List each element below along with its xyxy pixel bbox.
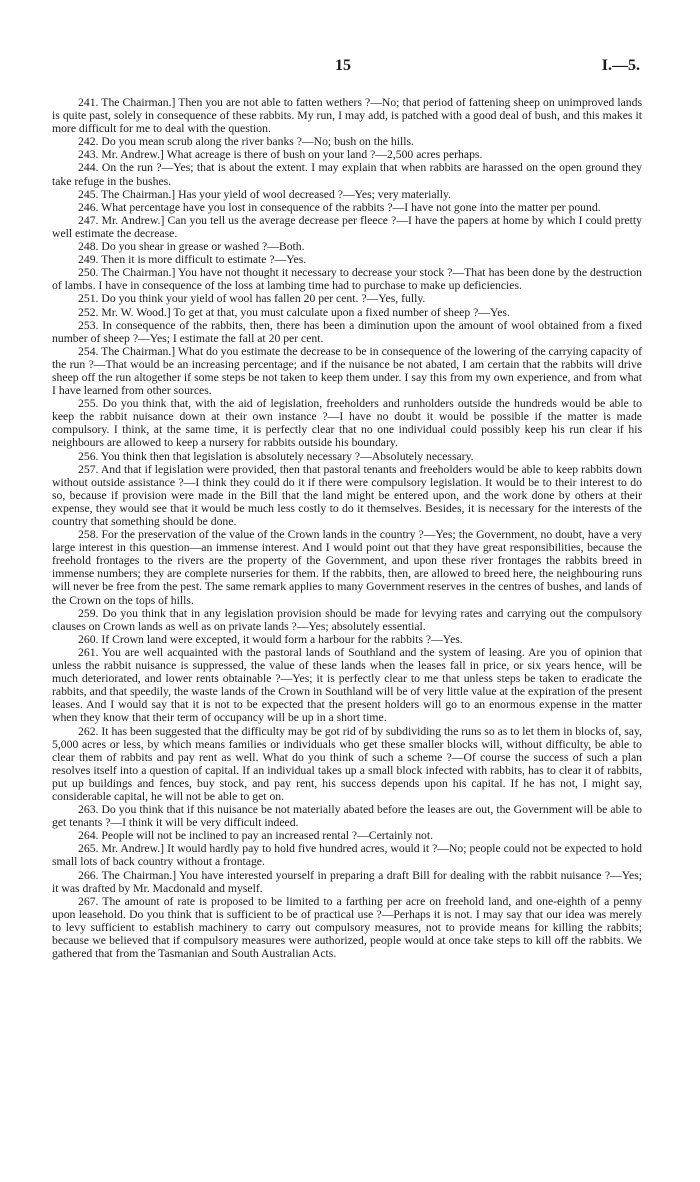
paragraph-250: 250. The Chairman.] You have not thought it necessary to decrease your stock ?—That has been done by the destruction of lambs. I have in consequence of the loss at lambing time had to purchase to make up deficiencies. <box>52 266 642 293</box>
paragraph-266: 266. The Chairman.] You have interested yourself in preparing a draft Bill for dealing with the rabbit nuisance ?—Yes; it was drafted by Mr. Macdonald and myself. <box>52 868 642 895</box>
paragraph-256: 256. You think then that legislation is absolutely necessary ?—Absolutely necessary. <box>78 449 474 463</box>
paragraph-244: 244. On the run ?—Yes; that is about the extent. I may explain that when rabbits are harassed on the open ground they take refuge in the bushes. <box>52 161 642 188</box>
page-reference: I.—5. <box>601 57 640 74</box>
page-header <box>0 57 700 79</box>
paragraph-243: 243. Mr. Andrew.] What acreage is there of bush on your land ?—2,500 acres perhaps. <box>78 148 483 162</box>
paragraph-257: 257. And that if legislation were provided, then that pastoral tenants and freeholders would be able to keep rabbits down without outside assistance ?—I think they could do it if there were compulsory legislation. It would be to their interest to do so, because if provision were made in the Bill that the land might be entered upon, and the work done by others at their expense, they would see that it would be much less costly to do it themselves. Besides, it is necessary for the interests of the country that something should be done. <box>52 462 642 528</box>
paragraph-252: 252. Mr. W. Wood.] To get at that, you must calculate upon a fixed number of sheep ?—Yes. <box>78 305 510 319</box>
paragraph-261: 261. You are well acquainted with the pastoral lands of Southland and the system of leasing. Are you of opinion that unless the rabbit nuisance is suppressed, the value of these lands when the leases fall in price, or six years hence, will be much deteriorated, and lower rents obtainable ?—Yes; it is perfectly clear to me that unless steps be taken to eradicate the rabbits, and that speedily, the waste lands of the Crown in Southland will be of very little value at the expiration of the present leases. And I would say that it is not to be expected that the present holders will go to an enormous expense in the matter when they know that their term of occupancy will be up in a short time. <box>52 645 642 725</box>
paragraph-251: 251. Do you think your yield of wool has fallen 20 per cent. ?—Yes, fully. <box>78 292 426 306</box>
paragraph-241: 241. The Chairman.] Then you are not able to fatten wethers ?—No; that period of fattening sheep on unimproved lands is quite past, solely in consequence of these rabbits. My run, I may add, is patched with a good deal of bush, and this makes it more difficult for me to deal with the question. <box>52 96 642 136</box>
paragraph-262: 262. It has been suggested that the difficulty may be got rid of by subdividing the runs so as to let them in blocks of, say, 5,000 acres or less, by which means families or individuals who get these smaller blocks will, without difficulty, be able to clear them of rabbits and pay rent as well. What do you think of such a scheme ?—Of course the success of such a plan resolves itself into a question of capital. If an individual takes up a small block infected with rabbits, has to clear it of rabbits, put up buildings and fences, buy stock, and pay rent, his success depends upon his capital. If he has not, I might say, considerable capital, he will not be able to get on. <box>52 724 642 803</box>
paragraph-264: 264. People will not be inclined to pay an increased rental ?—Certainly not. <box>78 829 434 843</box>
paragraph-267: 267. The amount of rate is proposed to be limited to a farthing per acre on freehold land, and one-eighth of a penny upon leasehold. Do you think that is sufficient to be of practical use ?—Perhaps it is not. I may say that our idea was merely to levy sufficient to establish machinery to carry out compulsory measures, not to provide means for killing the rabbits; because we believed that if compulsory measures were authorized, people would at once take steps to kill off the rabbits. We gathered that from the Tasmanian and South Australian Acts. <box>52 894 642 961</box>
page-number: 15 <box>335 57 351 74</box>
paragraph-248: 248. Do you shear in grease or washed ?—Both. <box>78 240 305 254</box>
paragraph-255: 255. Do you think that, with the aid of legislation, freeholders and runholders outside the hundreds would be able to keep the rabbit nuisance down at their own instance ?—I have no doubt it would be possible if the matter is made compulsory. I think, at the same time, it is perfectly clear that no one individual could possibly keep his run clear if his neighbours are allowed to keep a nursery for rabbits outside his boundary. <box>52 397 642 450</box>
paragraph-249: 249. Then it is more difficult to estimate ?—Yes. <box>78 253 307 267</box>
paragraph-246: 246. What percentage have you lost in consequence of the rabbits ?—I have not gone into the matter per pound. <box>78 200 601 214</box>
paragraph-245: 245. The Chairman.] Has your yield of wool decreased ?—Yes; very materially. <box>78 187 452 201</box>
paragraph-265: 265. Mr. Andrew.] It would hardly pay to hold five hundred acres, would it ?—No; people could not be expected to hold small lots of back country without a frontage. <box>52 842 642 869</box>
paragraph-259: 259. Do you think that in any legislation provision should be made for levying rates and carrying out the compulsory clauses on Crown lands as well as on private lands ?—Yes; absolutely essential. <box>52 606 642 633</box>
paragraph-258: 258. For the preservation of the value of the Crown lands in the country ?—Yes; the Government, no doubt, have a very large interest in this question—an immense interest. And I would point out that they have great responsibilities, because the freehold frontages to the rivers are the property of the Government, and upon these river frontages the rabbits breed in immense numbers; they are complete nurseries for them. If the rabbits, then, are allowed to breed here, the neighbouring runs will never be free from the pest. The same remark applies to many Government reserves in the centres of bushes, and lands of the Crown on the tops of hills. <box>52 528 642 607</box>
paragraph-247: 247. Mr. Andrew.] Can you tell us the average decrease per fleece ?—I have the papers at home by which I could pretty well estimate the decrease. <box>52 213 642 240</box>
paragraph-260: 260. If Crown land were excepted, it would form a harbour for the rabbits ?—Yes. <box>78 632 463 646</box>
paragraph-263: 263. Do you think that if this nuisance be not materially abated before the leases are out, the Government will be able to get tenants ?—I think it will be very difficult indeed. <box>52 803 642 830</box>
paragraph-253: 253. In consequence of the rabbits, then, there has been a diminution upon the amount of wool obtained from a fixed number of sheep ?—Yes; I estimate the fall at 20 per cent. <box>52 318 642 345</box>
paragraph-254: 254. The Chairman.] What do you estimate the decrease to be in consequence of the lowering of the carrying capacity of the run ?—That would be an increasing percentage; and if the nuisance be not abated, I am certain that the rabbits will drive sheep off the run altogether if some steps be not taken to keep them under. I say this from my own experience, and from what I have learned from other sources. <box>52 344 642 398</box>
paragraph-242: 242. Do you mean scrub along the river banks ?—No; bush on the hills. <box>78 135 414 149</box>
document-body <box>52 96 642 960</box>
